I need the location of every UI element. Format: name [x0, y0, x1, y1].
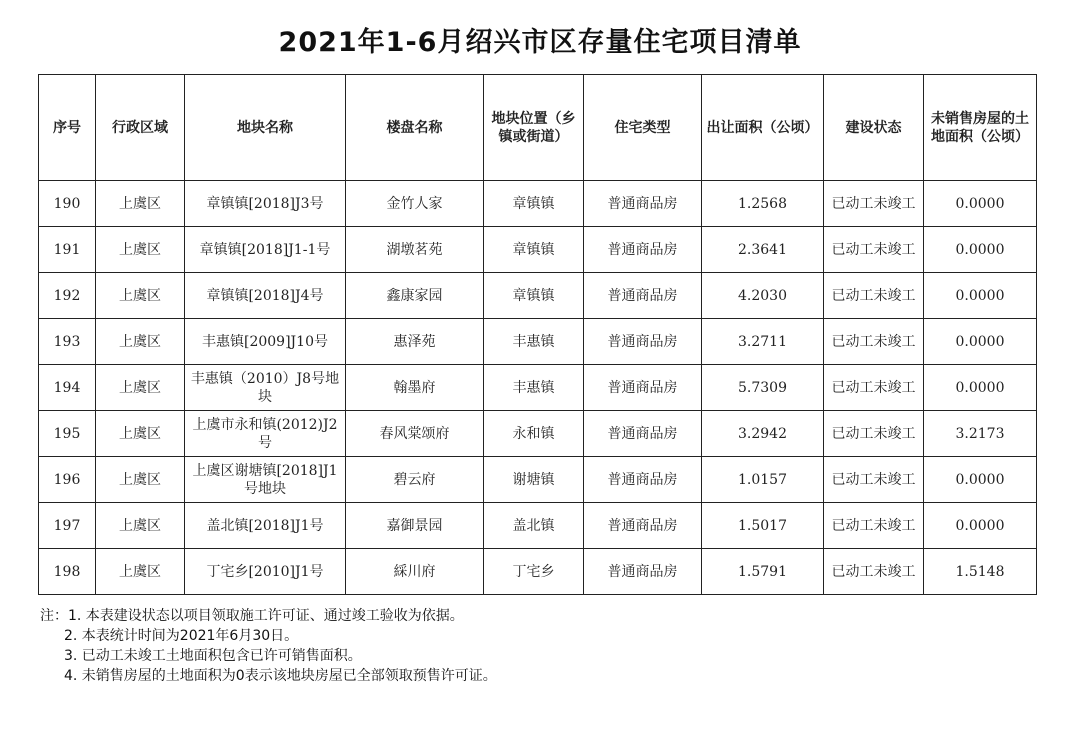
table-cell: 上虞区: [96, 319, 185, 365]
table-cell: 已动工未竣工: [824, 457, 924, 503]
table-cell: 上虞市永和镇(2012)J2号: [185, 411, 346, 457]
table-cell: 194: [39, 365, 96, 411]
table-cell: 普通商品房: [584, 227, 702, 273]
table-cell: 4.2030: [702, 273, 824, 319]
table-cell: 丁宅乡: [484, 549, 584, 595]
table-cell: 嘉御景园: [346, 503, 484, 549]
table-cell: 上虞区: [96, 411, 185, 457]
table-cell: 上虞区: [96, 457, 185, 503]
table-cell: 已动工未竣工: [824, 273, 924, 319]
table-cell: 1.2568: [702, 181, 824, 227]
footnote-line: 2. 本表统计时间为2021年6月30日。: [64, 628, 299, 644]
table-cell: 1.0157: [702, 457, 824, 503]
table-cell: 已动工未竣工: [824, 181, 924, 227]
table-cell: 永和镇: [484, 411, 584, 457]
table-cell: 章镇镇[2018]J4号: [185, 273, 346, 319]
table-cell: 193: [39, 319, 96, 365]
table-cell: 章镇镇: [484, 273, 584, 319]
column-header: 行政区域: [96, 75, 185, 181]
table-cell: 翰墨府: [346, 365, 484, 411]
table-cell: 190: [39, 181, 96, 227]
table-cell: 綵川府: [346, 549, 484, 595]
table-cell: 上虞区: [96, 227, 185, 273]
table-row: [39, 457, 1037, 503]
column-header: 地块位置（乡镇或街道）: [484, 75, 584, 181]
table-cell: 0.0000: [924, 503, 1037, 549]
table-cell: 5.7309: [702, 365, 824, 411]
table-row: [39, 365, 1037, 411]
table-cell: 湖墩茗苑: [346, 227, 484, 273]
table-cell: 0.0000: [924, 273, 1037, 319]
table-cell: 197: [39, 503, 96, 549]
table-cell: 春风棠颂府: [346, 411, 484, 457]
table-row: [39, 503, 1037, 549]
column-header: 楼盘名称: [346, 75, 484, 181]
table-cell: 普通商品房: [584, 549, 702, 595]
table-cell: 普通商品房: [584, 319, 702, 365]
column-header: 未销售房屋的土地面积（公顷）: [924, 75, 1037, 181]
table-cell: 3.2942: [702, 411, 824, 457]
footnote-line: 注：1. 本表建设状态以项目领取施工许可证、通过竣工验收为依据。: [40, 608, 464, 624]
table-row: [39, 411, 1037, 457]
column-header: 出让面积（公顷）: [702, 75, 824, 181]
table-cell: 惠泽苑: [346, 319, 484, 365]
table-cell: 2.3641: [702, 227, 824, 273]
table-cell: 1.5017: [702, 503, 824, 549]
footnote-line: 3. 已动工未竣工土地面积包含已许可销售面积。: [64, 648, 362, 664]
table-cell: 0.0000: [924, 365, 1037, 411]
table-cell: 上虞区: [96, 549, 185, 595]
table-cell: 3.2711: [702, 319, 824, 365]
footnote-line: 4. 未销售房屋的土地面积为0表示该地块房屋已全部领取预售许可证。: [64, 668, 497, 684]
table-row: [39, 181, 1037, 227]
table-cell: 0.0000: [924, 319, 1037, 365]
table-cell: 普通商品房: [584, 411, 702, 457]
column-header: 建设状态: [824, 75, 924, 181]
table-cell: 195: [39, 411, 96, 457]
housing-project-table: [38, 74, 1037, 595]
table-row: [39, 227, 1037, 273]
column-header: 地块名称: [185, 75, 346, 181]
table-cell: 章镇镇: [484, 227, 584, 273]
table-cell: 金竹人家: [346, 181, 484, 227]
table-cell: 章镇镇[2018]J3号: [185, 181, 346, 227]
table-cell: 上虞区: [96, 365, 185, 411]
table-cell: 已动工未竣工: [824, 503, 924, 549]
table-cell: 丰惠镇: [484, 365, 584, 411]
table-cell: 碧云府: [346, 457, 484, 503]
table-cell: 191: [39, 227, 96, 273]
table-cell: 鑫康家园: [346, 273, 484, 319]
table-cell: 已动工未竣工: [824, 411, 924, 457]
table-cell: 普通商品房: [584, 365, 702, 411]
table-cell: 章镇镇[2018]J1-1号: [185, 227, 346, 273]
table-cell: 192: [39, 273, 96, 319]
column-header: 住宅类型: [584, 75, 702, 181]
table-cell: 0.0000: [924, 457, 1037, 503]
table-cell: 0.0000: [924, 227, 1037, 273]
table-cell: 已动工未竣工: [824, 549, 924, 595]
table-cell: 0.0000: [924, 181, 1037, 227]
footnotes: [40, 606, 1040, 686]
table-cell: 上虞区: [96, 503, 185, 549]
table-cell: 普通商品房: [584, 503, 702, 549]
table-cell: 上虞区谢塘镇[2018]J1号地块: [185, 457, 346, 503]
table-cell: 普通商品房: [584, 181, 702, 227]
table-cell: 盖北镇[2018]J1号: [185, 503, 346, 549]
table-cell: 上虞区: [96, 181, 185, 227]
table-cell: 丰惠镇: [484, 319, 584, 365]
table-cell: 196: [39, 457, 96, 503]
table-body: [39, 181, 1037, 595]
column-header: 序号: [39, 75, 96, 181]
table-cell: 丰惠镇（2010）J8号地块: [185, 365, 346, 411]
table-cell: 盖北镇: [484, 503, 584, 549]
table-row: [39, 273, 1037, 319]
table-cell: 已动工未竣工: [824, 319, 924, 365]
page-title: 2021年1-6月绍兴市区存量住宅项目清单: [278, 27, 802, 58]
table-cell: 丰惠镇[2009]J10号: [185, 319, 346, 365]
table-cell: 1.5148: [924, 549, 1037, 595]
table-row: [39, 319, 1037, 365]
table-cell: 谢塘镇: [484, 457, 584, 503]
table-cell: 章镇镇: [484, 181, 584, 227]
table-cell: 198: [39, 549, 96, 595]
table-row: [39, 549, 1037, 595]
table-cell: 已动工未竣工: [824, 227, 924, 273]
table-cell: 普通商品房: [584, 273, 702, 319]
table-cell: 普通商品房: [584, 457, 702, 503]
table-cell: 上虞区: [96, 273, 185, 319]
table-header-row: [39, 75, 1037, 181]
table-cell: 3.2173: [924, 411, 1037, 457]
table-cell: 1.5791: [702, 549, 824, 595]
table-cell: 已动工未竣工: [824, 365, 924, 411]
table-cell: 丁宅乡[2010]J1号: [185, 549, 346, 595]
